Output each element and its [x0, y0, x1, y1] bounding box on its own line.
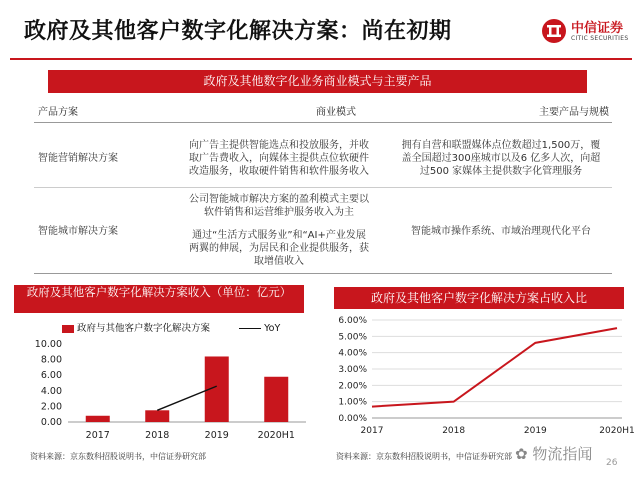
wechat-icon: ✿	[515, 445, 528, 463]
row1-scale	[388, 139, 614, 178]
page-number: 26	[606, 458, 618, 468]
y-tick-label: 3.00%	[338, 365, 367, 375]
row1-model	[178, 139, 380, 178]
table-banner: 政府及其他数字化业务商业模式与主要产品	[48, 70, 587, 93]
table-divider	[34, 122, 612, 123]
y-tick-label: 6.00	[40, 370, 62, 382]
legend-label-line: YoY	[264, 323, 281, 334]
row1-model-line: 向广告主提供智能选点和投放服务，并收	[189, 140, 369, 151]
row2-model-line: 两翼的伸展，为居民和企业提供服务，获	[189, 243, 369, 254]
x-tick-label: 2017	[85, 430, 110, 441]
x-tick-label: 2020H1	[599, 426, 635, 436]
watermark-text: 物流指闻	[532, 445, 593, 463]
x-tick-label: 2017	[360, 426, 384, 436]
right-chart	[330, 312, 635, 444]
left-chart-source: 资料来源：京东数科招股说明书，中信证券研究部	[30, 452, 206, 461]
row2-model-line: 软件销售和运营维护服务收入为主	[204, 207, 354, 218]
table-header-model: 商业模式	[316, 107, 356, 118]
row1-model-line: 改造服务，收取硬件销售和软件服务收入	[189, 166, 369, 177]
table-header-product: 产品方案	[38, 107, 78, 118]
y-tick-label: 2.00%	[338, 381, 367, 392]
y-tick-label: 0.00%	[338, 414, 367, 424]
legend-label-bar: 政府与其他客户数字化解决方案	[77, 323, 211, 334]
x-tick-label: 2019	[523, 426, 547, 436]
row1-scale-line: 拥有自营和联盟媒体点位数超过1,500万，覆	[401, 140, 601, 151]
watermark	[515, 443, 592, 464]
left-chart	[14, 332, 310, 444]
y-tick-label: 0.00	[40, 417, 62, 428]
x-tick-label: 2019	[204, 430, 229, 441]
y-tick-label: 10.00	[34, 339, 62, 350]
y-tick-label: 6.00%	[338, 316, 367, 326]
table-row-divider	[34, 187, 612, 188]
legend-swatch-line	[239, 328, 261, 330]
row1-model-line: 取广告费收入，向媒体主提供点位软硬件	[189, 153, 369, 164]
revenue-share-line	[372, 328, 617, 406]
y-tick-label: 5.00%	[338, 332, 367, 343]
row2-model-line: 取增值收入	[254, 256, 304, 267]
x-tick-label: 2020H1	[257, 430, 295, 441]
row2-model	[178, 193, 380, 268]
right-chart-banner: 政府及其他客户数字化解决方案占收入比	[334, 287, 624, 309]
row2-product: 智能城市解决方案	[38, 226, 118, 237]
bar-2020H1	[264, 377, 288, 422]
table-bottom-rule	[34, 273, 612, 274]
left-chart-banner: 政府及其他客户数字化解决方案收入（单位：亿元）	[14, 285, 304, 313]
citic-logo-icon	[541, 18, 567, 44]
x-tick-label: 2018	[442, 426, 466, 436]
y-tick-label: 4.00	[40, 385, 62, 397]
y-tick-label: 4.00%	[338, 348, 367, 359]
row1-product: 智能营销解决方案	[38, 153, 118, 164]
logo-text-cn: 中信证券	[571, 21, 624, 36]
page-title: 政府及其他客户数字化解决方案：尚在初期	[24, 19, 452, 44]
row2-scale: 智能城市操作系统、市域治理现代化平台	[411, 226, 591, 237]
row2-model-line: 公司智能城市解决方案的盈利模式主要以	[189, 194, 369, 205]
x-tick-label: 2018	[145, 430, 170, 441]
company-logo	[541, 16, 633, 52]
row1-scale-line: 盖全国超过300座城市以及6 亿多人次，向超	[401, 153, 601, 164]
title-divider	[10, 58, 632, 60]
y-tick-label: 8.00	[40, 354, 62, 366]
row1-scale-line: 过500 家媒体主提供数字化管理服务	[419, 166, 583, 177]
y-tick-label: 2.00	[40, 401, 62, 413]
table-header-scale: 主要产品与规模	[539, 107, 609, 118]
row2-model-line: 通过“生活方式服务业”和“AI+产业发展	[192, 230, 366, 241]
y-tick-label: 1.00%	[338, 397, 367, 408]
bar-2018	[145, 410, 169, 422]
right-chart-source: 资料来源：京东数科招股说明书，中信证券研究部	[336, 452, 512, 461]
bar-2017	[86, 416, 110, 422]
logo-text-en: CITIC SECURITIES	[571, 35, 629, 42]
